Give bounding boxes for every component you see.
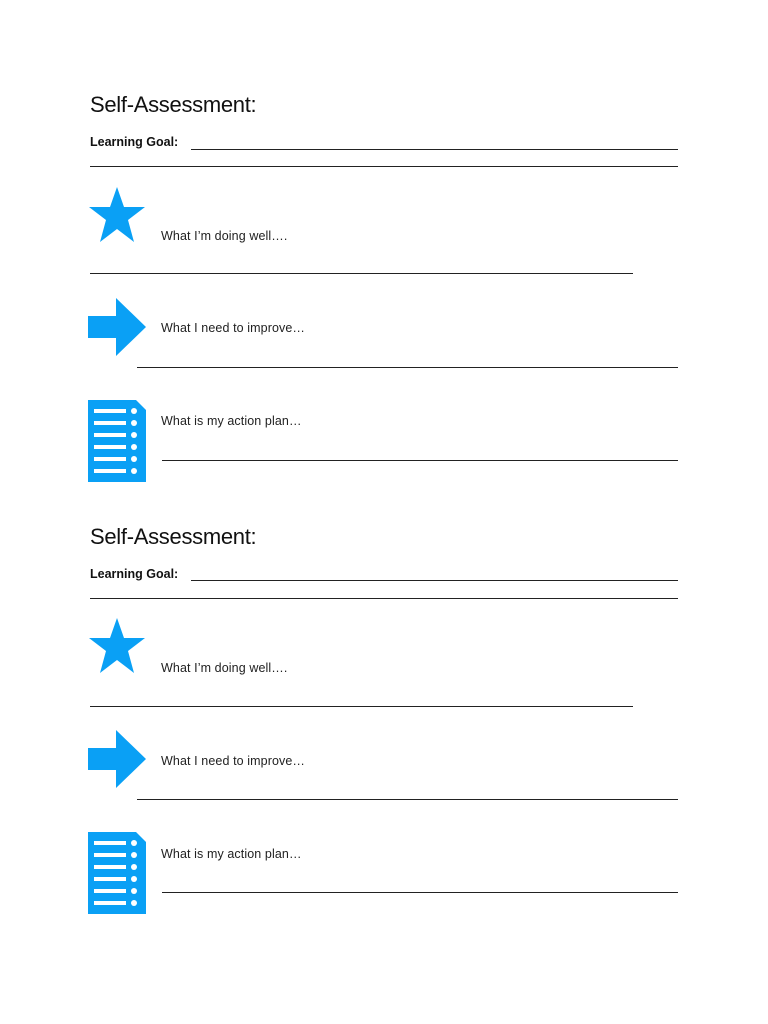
section-title: Self-Assessment: [90,524,257,549]
self-assessment-section-1 [0,0,768,432]
action-plan-prompt: What is my action plan… [161,847,302,861]
arrow-right-icon [88,730,146,788]
doing-well-line[interactable] [90,273,633,274]
section-title: Self-Assessment: [90,92,257,117]
learning-goal-line-2[interactable] [90,598,678,599]
learning-goal-line[interactable] [191,580,678,581]
star-icon [88,186,146,244]
need-to-improve-prompt: What I need to improve… [161,321,306,335]
self-assessment-section-2 [0,432,768,864]
action-plan-line[interactable] [162,892,678,893]
arrow-right-icon [88,298,146,356]
need-to-improve-line[interactable] [137,367,678,368]
doing-well-line[interactable] [90,706,633,707]
star-icon [88,617,146,675]
learning-goal-line-2[interactable] [90,166,678,167]
action-plan-prompt: What is my action plan… [161,414,302,428]
learning-goal-label: Learning Goal: [90,567,179,581]
learning-goal-label: Learning Goal: [90,135,179,149]
need-to-improve-line[interactable] [137,799,678,800]
doing-well-prompt: What I’m doing well…. [161,661,288,675]
learning-goal-line[interactable] [191,149,678,150]
checklist-icon [88,832,146,914]
need-to-improve-prompt: What I need to improve… [161,754,306,768]
doing-well-prompt: What I’m doing well…. [161,229,288,243]
